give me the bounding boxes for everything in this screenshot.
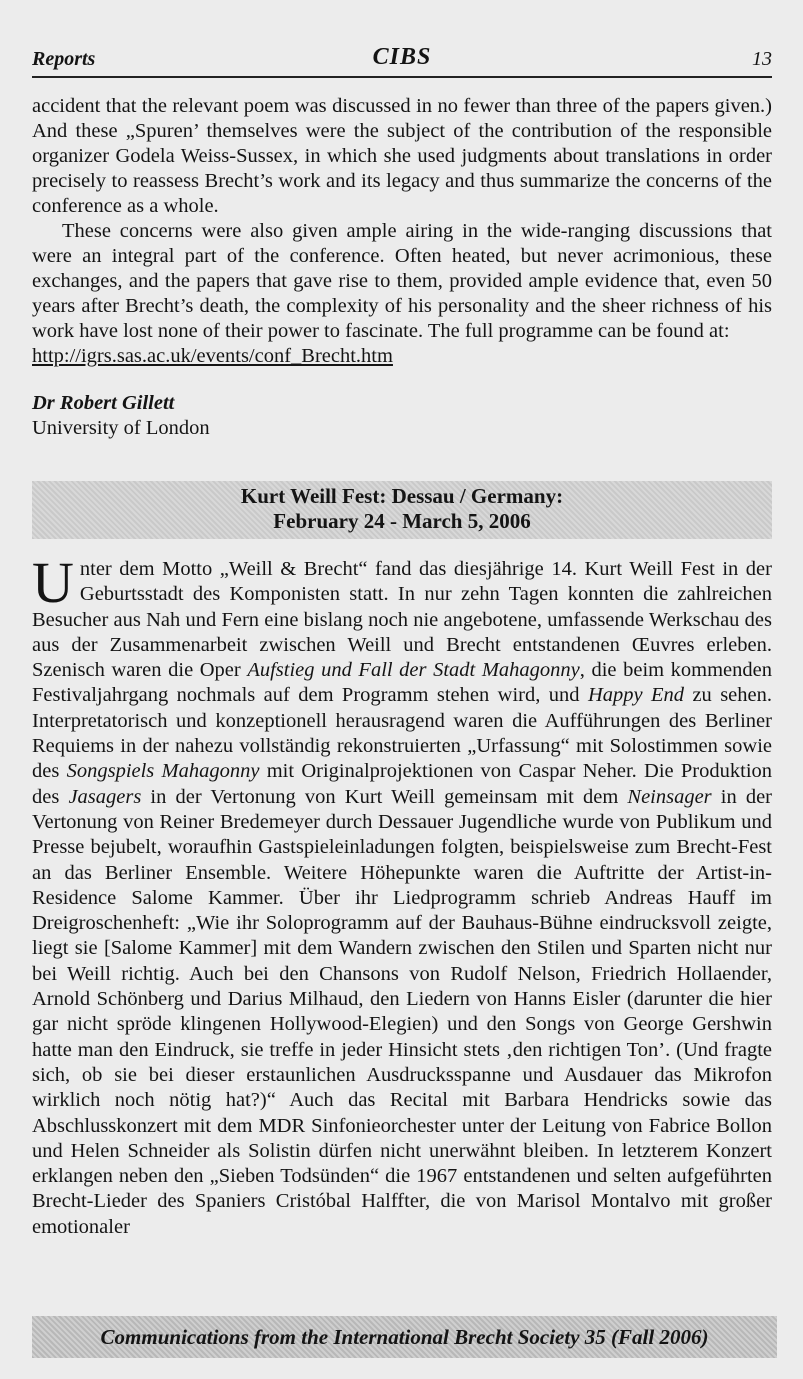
work-title: Jasagers (68, 785, 142, 808)
programme-link[interactable]: http://igrs.sas.ac.uk/events/conf_Brecht.htm (32, 345, 393, 367)
text-run: mit Originalprojektionen von Caspar Neher. Die Produktion des (32, 760, 773, 808)
text-run: zu sehen. Interpretatorisch und konzeptionell herausragend waren die Aufführungen des Berliner Requiems in der nahezu vollständig rekonstruierten „Urfassung“ mit Solostimmen sowie des (32, 684, 772, 783)
article-title: Kurt Weill Fest: Dessau / Germany: (240, 484, 564, 508)
article-dates: February 24 - March 5, 2006 (273, 509, 531, 533)
text-run: , die beim kommenden Festivaljahrgang nochmals auf dem Programm stehen wird, und (32, 659, 773, 707)
header-rule (32, 76, 772, 78)
author-affiliation: University of London (32, 417, 210, 439)
work-title: Neinsager (627, 785, 712, 808)
journal-title: CIBS (372, 44, 432, 70)
author-name: Dr Robert Gillett (32, 392, 175, 414)
paragraph: accident that the relevant poem was discussed in no fewer than three of the papers given.) And these „Spuren’ themselves were the subject of the contribution of the responsible organizer Godela Weiss-Sussex, in which she used judgments about translations in order precisely to reassess Brecht’s work and its legacy and thus summarize the concerns of the conference as a whole. (32, 95, 772, 217)
paragraph: These concerns were also given ample airing in the wide-ranging discussions that were an integral part of the conference. Often heated, but never acrimonious, these exchanges, and the papers that gave rise to them, provided ample evidence that, even 50 years after Brecht’s death, the complexity of his personality and the sheer richness of his work have lost none of their power to fascinate. The full programme can be found at: (32, 220, 772, 342)
text-run: nter dem Motto „Weill & Brecht“ fand das diesjährige 14. Kurt Weill Fest in der Geburtsstadt des Komponisten statt. In nur zehn Tagen konnten die zahlreichen Besucher aus Nah und Fern eine bislang noch nie angebotene, umfassende Werkschau des aus der Zusammenarbeit zwischen Weill und Brecht entstandenen Œuvres erleben. Szenisch waren die Oper (32, 558, 772, 682)
running-header (32, 44, 772, 74)
drop-cap: U (32, 550, 74, 615)
work-title: Songspiels Mahagonny (66, 760, 260, 783)
page-number: 13 (752, 48, 772, 70)
intro-text (32, 94, 772, 441)
text-run: in der Vertonung von Kurt Weill gemeinsam mit dem (141, 785, 628, 808)
article-title-banner (32, 481, 772, 539)
work-title: Happy End (587, 684, 685, 707)
article-body (32, 550, 773, 1240)
text-run: in der Vertonung von Reiner Bredemeyer durch Dessauer Jugendliche wurde von Publikum und Presse bejubelt, woraufhin Gastspieleinladungen folgten, beispielsweise zum Brecht-Fest an das Berliner Ensemble. Weitere Höhepunkte waren die Auftritte der Artist-in-Residence Salome Kammer. Über ihr Liedprogramm schrieb Andreas Hauff im Dreigroschenheft: „Wie ihr Soloprogramm auf der Bauhaus-Bühne eindrucksvoll zeigte, liegt sie [Salome Kammer] mit dem Wandern zwischen den Stilen und Sparten nicht nur bei Weill richtig. Auch bei den Chansons von Rudolf Nelson, Friedrich Hollaender, Arnold Schönberg und Darius Milhaud, den Liedern von Hanns Eisler (darunter die hier gar nicht spröde klingenen Hollywood-Elegien) und den Songs von George Gershwin hatte man den Eindruck, sie treffe in jeder Hinsicht stets ‚den richtigen Ton’. (Und fragte sich, ob sie bei dieser erstaunlichen Ausdrucksspanne und Ausdauer das Mikrofon wirklich noch nötig hat?)“ Auch das Recital mit Barbara Hendricks sowie das Abschlusskonzert mit dem MDR Sinfonieorchester unter der Leitung von Fabrice Bollon und Helen Schneider als Solistin dürfen nicht unerwähnt bleiben. In letzterem Konzert erklangen neben den „Sieben Todsünden“ die 1967 entstandenen und selten aufgeführten Brecht-Lieder des Spaniers Cristóbal Halffter, die von Marisol Montalvo mit großer emotionaler (32, 785, 773, 1238)
work-title: Aufstieg und Fall der Stadt Mahagonny (247, 659, 580, 682)
section-label: Reports (32, 48, 96, 70)
footer-banner: Communications from the International Brecht Society 35 (Fall 2006) (32, 1316, 777, 1358)
